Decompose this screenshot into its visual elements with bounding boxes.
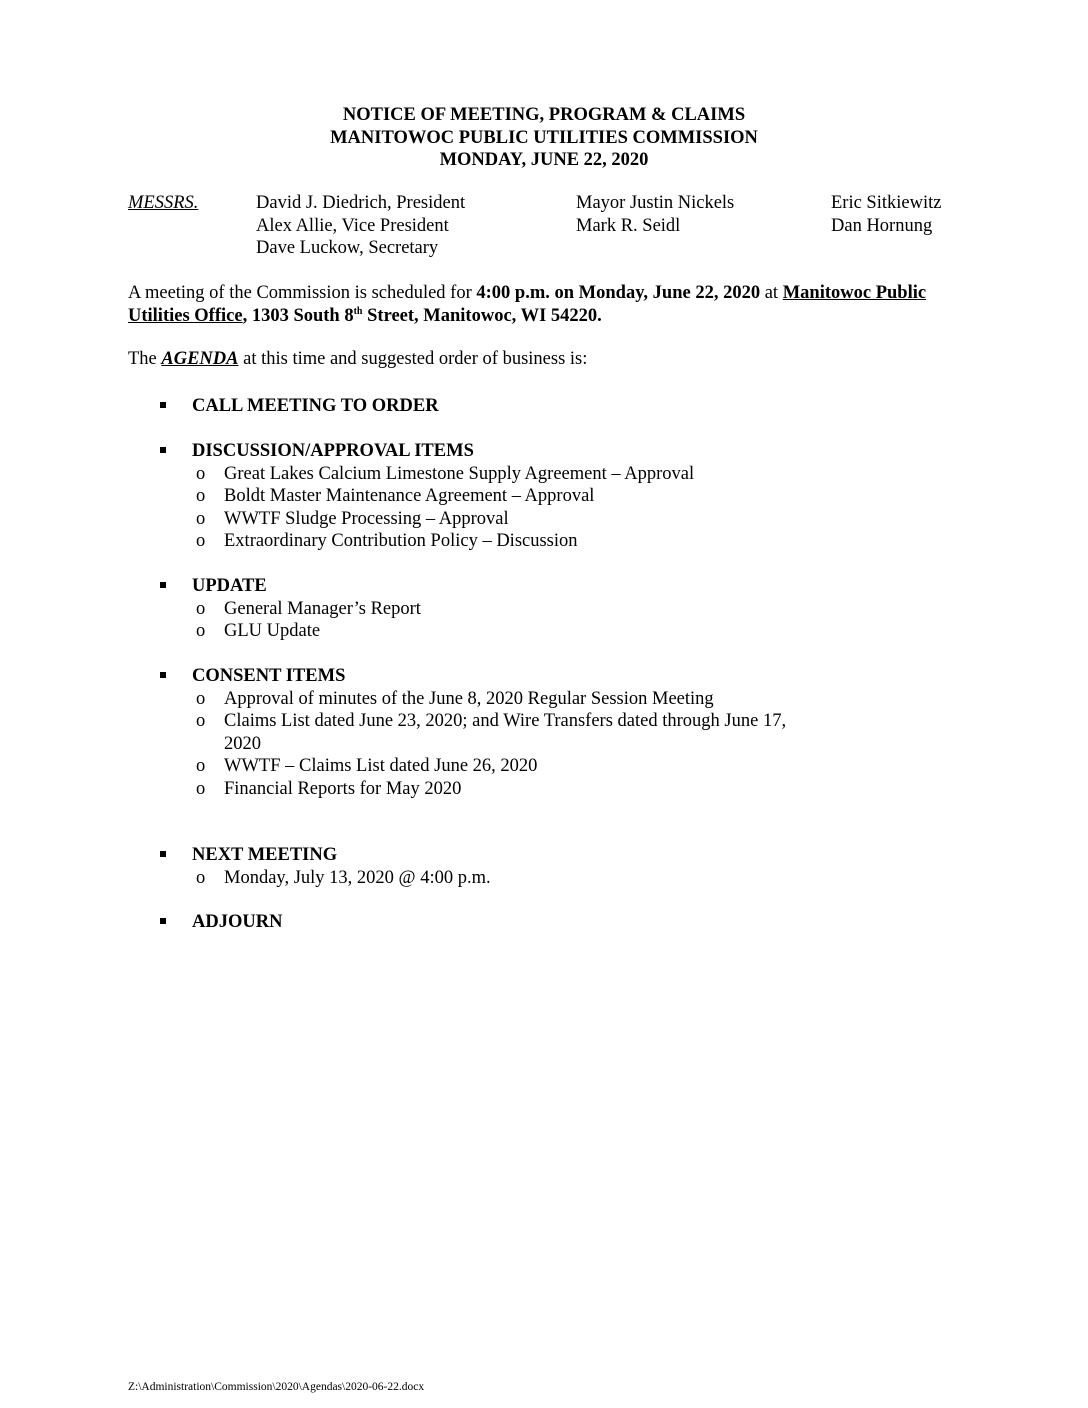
section-heading <box>160 575 860 598</box>
list-item <box>160 485 860 508</box>
square-bullet-icon <box>160 582 166 588</box>
agenda-section-discussion <box>160 440 860 553</box>
list-item <box>160 755 860 778</box>
circle-bullet-icon: o <box>196 711 206 731</box>
intro-text: A meeting of the Commission is scheduled for <box>128 283 477 303</box>
section-heading <box>160 440 860 463</box>
list-item <box>160 620 860 643</box>
member-name: David J. Diedrich, President <box>256 193 466 213</box>
address-part-1: , 1303 South 8 <box>242 305 354 326</box>
agenda-intro-paragraph <box>128 348 968 371</box>
circle-bullet-icon: o <box>196 756 206 776</box>
list-item-text: GLU Update <box>224 621 321 641</box>
list-item <box>160 778 860 801</box>
section-heading <box>160 395 860 418</box>
square-bullet-icon <box>160 402 166 408</box>
meeting-intro-paragraph <box>128 282 968 327</box>
list-item <box>160 688 860 711</box>
intro-at: at <box>760 283 783 303</box>
file-path-footer: Z:\Administration\Commission\2020\Agendas\2020-06-22.docx <box>128 1381 425 1393</box>
agenda-section-next-meeting <box>160 844 860 889</box>
section-heading-text: ADJOURN <box>192 912 283 932</box>
address-superscript: th <box>353 305 363 317</box>
list-item <box>160 710 824 755</box>
members-column-2 <box>576 192 734 237</box>
section-heading <box>160 844 860 867</box>
agenda-suffix: at this time and suggested order of business is: <box>238 349 588 369</box>
list-item-text: Claims List dated June 23, 2020; and Wire Transfers dated through June 17, 2020 <box>224 711 787 754</box>
meeting-location: Manitowoc Public Utilities Office <box>128 283 927 326</box>
section-heading-text: CALL MEETING TO ORDER <box>192 396 439 416</box>
square-bullet-icon <box>160 447 166 453</box>
section-heading-text: NEXT MEETING <box>192 845 338 865</box>
document-title <box>0 104 1088 172</box>
list-item-text: Financial Reports for May 2020 <box>224 778 462 799</box>
section-heading <box>160 665 860 688</box>
circle-bullet-icon: o <box>196 486 206 506</box>
circle-bullet-icon: o <box>196 508 206 529</box>
member-name: Dave Luckow, Secretary <box>256 238 439 258</box>
address-part-2: Street, Manitowoc, WI 54220. <box>362 305 602 326</box>
member-name: Mayor Justin Nickels <box>576 193 735 213</box>
members-column-1 <box>256 192 465 260</box>
meeting-time: 4:00 p.m. on Monday, June 22, 2020 <box>476 283 761 303</box>
agenda-word: AGENDA <box>161 349 239 369</box>
agenda-prefix: The <box>128 349 162 369</box>
list-item-text: Great Lakes Calcium Limestone Supply Agreement – Approval <box>224 463 695 484</box>
list-item-text: WWTF Sludge Processing – Approval <box>224 508 509 529</box>
square-bullet-icon <box>160 918 166 924</box>
section-heading-text: CONSENT ITEMS <box>192 666 346 686</box>
member-name: Mark R. Seidl <box>576 215 681 236</box>
list-item-text: Extraordinary Contribution Policy – Discussion <box>224 531 578 551</box>
section-heading-text: DISCUSSION/APPROVAL ITEMS <box>192 441 474 461</box>
list-item-text: Monday, July 13, 2020 @ 4:00 p.m. <box>224 867 491 888</box>
square-bullet-icon <box>160 851 166 857</box>
agenda-section-adjourn <box>160 911 860 934</box>
circle-bullet-icon: o <box>196 688 206 709</box>
messrs-label: MESSRS. <box>128 193 199 213</box>
list-item <box>160 867 860 890</box>
list-item <box>160 508 860 531</box>
list-item-text: General Manager’s Report <box>224 598 421 619</box>
circle-bullet-icon: o <box>196 867 206 888</box>
member-name: Dan Hornung <box>831 215 933 236</box>
list-item <box>160 598 860 621</box>
list-item-text: Boldt Master Maintenance Agreement – Approval <box>224 486 595 506</box>
circle-bullet-icon: o <box>196 463 206 484</box>
section-heading-text: UPDATE <box>192 576 267 596</box>
member-name: Eric Sitkiewitz <box>831 193 942 213</box>
title-line-2: MANITOWOC PUBLIC UTILITIES COMMISSION <box>330 127 758 148</box>
members-column-3 <box>831 192 941 237</box>
circle-bullet-icon: o <box>196 531 206 551</box>
title-line-1: NOTICE OF MEETING, PROGRAM & CLAIMS <box>342 105 746 125</box>
title-line-3: MONDAY, JUNE 22, 2020 <box>439 150 649 170</box>
square-bullet-icon <box>160 672 166 678</box>
member-name: Alex Allie, Vice President <box>256 215 449 236</box>
agenda-section-call-to-order <box>160 395 860 418</box>
agenda-section-update <box>160 575 860 643</box>
list-item <box>160 463 860 486</box>
agenda-section-consent <box>160 665 860 800</box>
circle-bullet-icon: o <box>196 621 206 641</box>
list-item <box>160 530 860 553</box>
list-item-text: WWTF – Claims List dated June 26, 2020 <box>224 756 538 776</box>
circle-bullet-icon: o <box>196 778 206 799</box>
circle-bullet-icon: o <box>196 598 206 619</box>
section-heading <box>160 911 860 934</box>
list-item-text: Approval of minutes of the June 8, 2020 Regular Session Meeting <box>224 688 714 709</box>
